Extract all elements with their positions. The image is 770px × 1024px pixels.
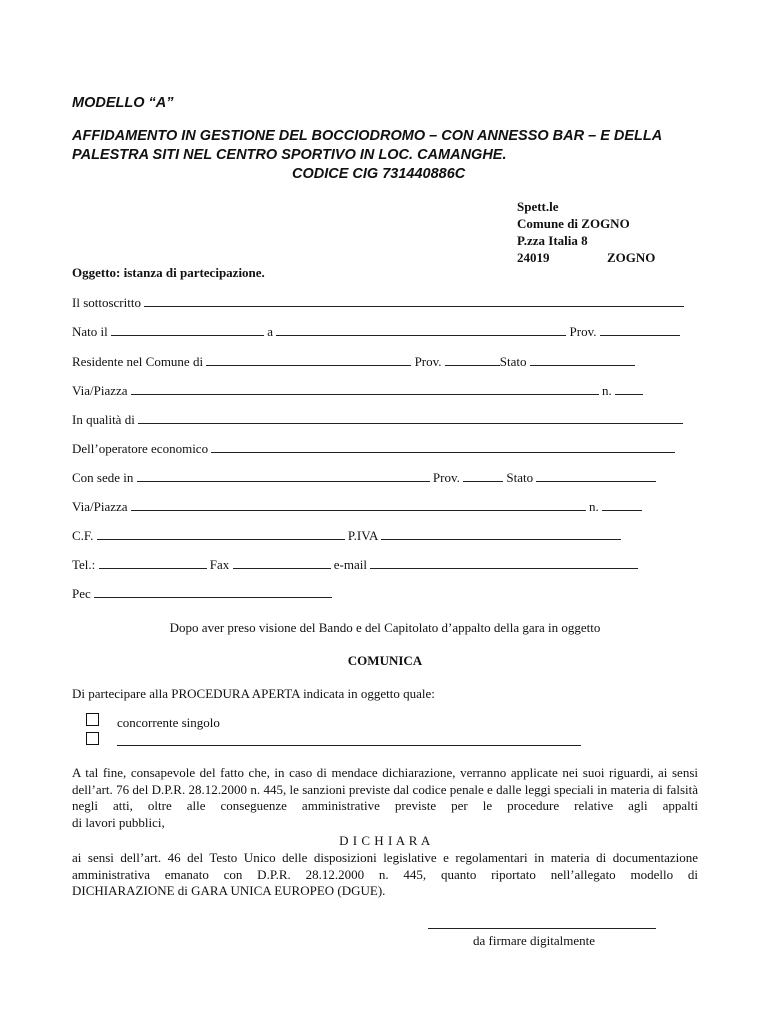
label-nato: Nato il [72, 324, 108, 339]
form-row-via-sede [72, 499, 642, 515]
label-via: Via/Piazza [72, 383, 128, 398]
input-office-prov[interactable] [463, 470, 503, 482]
label-n-sede: n. [589, 499, 599, 514]
subject-line: Oggetto: istanza di partecipazione. [72, 265, 265, 280]
recipient-cap: 24019 [517, 250, 550, 265]
input-birth-prov[interactable] [600, 324, 680, 336]
dichiara-text: ai sensi dell’art. 46 del Testo Unico delle disposizioni legislative e regolamentari in materia di documentazione amministrativa emanato con D.P.R. 28.12.2000 n. 445, quanto riportato nell’allegato modello di [72, 850, 698, 882]
form-row-via [72, 383, 643, 399]
input-pec[interactable] [94, 586, 332, 598]
form-row-pec [72, 586, 332, 602]
option-other-line[interactable] [117, 734, 581, 750]
recipient-address: P.zza Italia 8 [517, 233, 588, 248]
comunica-heading: COMUNICA [347, 653, 423, 668]
declaration-text-end: di lavori pubblici, [72, 814, 165, 830]
input-tel[interactable] [99, 557, 207, 569]
declaration-text: A tal fine, consapevole del fatto che, in caso di mendace dichiarazione, verranno applicate nei suoi riguardi, ai sensi dell’art. 76 del D.P.R. 28.12.2000 n. 445, le sanzioni previste dal codice penale e dalle leggi speciali in materia di falsità negli atti, oltre alle conseguenze amministrative previste per le procedure relative agli appalti [72, 765, 698, 813]
title-line-2: PALESTRA SITI NEL CENTRO SPORTIVO IN LOC. CAMANGHE. [72, 147, 507, 163]
input-office-city[interactable] [137, 470, 430, 482]
participate-text: Di partecipare alla PROCEDURA APERTA indicata in oggetto quale: [72, 686, 435, 701]
checkbox-other[interactable] [86, 732, 99, 745]
input-street-number[interactable] [615, 383, 643, 395]
checkbox-single[interactable] [86, 713, 99, 726]
label-via-sede: Via/Piazza [72, 499, 128, 514]
input-cf[interactable] [97, 528, 345, 540]
label-prov-sede: Prov. [432, 470, 460, 485]
input-residence-city[interactable] [206, 354, 411, 366]
label-prov-birth: Prov. [569, 324, 597, 339]
label-fax: Fax [209, 557, 230, 572]
label-stato-res: Stato [499, 354, 527, 369]
declaration-paragraph [72, 765, 698, 831]
label-residente: Residente nel Comune di [72, 354, 204, 369]
form-row-sottoscritto [72, 295, 684, 311]
input-other-option[interactable] [117, 734, 581, 746]
input-signature[interactable] [428, 917, 656, 929]
recipient-city: ZOGNO [607, 250, 656, 265]
model-label: MODELLO “A” [72, 95, 174, 111]
form-row-operatore [72, 441, 675, 457]
label-prov-res: Prov. [414, 354, 442, 369]
label-n: n. [602, 383, 612, 398]
title-line-1: AFFIDAMENTO IN GESTIONE DEL BOCCIODROMO – CON ANNESSO BAR – E DELLA [72, 128, 663, 144]
input-piva[interactable] [381, 528, 621, 540]
input-operator[interactable] [211, 441, 675, 453]
form-row-qualita [72, 412, 683, 428]
input-street[interactable] [131, 383, 599, 395]
input-email[interactable] [370, 557, 638, 569]
input-sottoscritto[interactable] [144, 295, 684, 307]
form-row-residente [72, 354, 635, 370]
form-row-cf [72, 528, 621, 544]
label-email: e-mail [333, 557, 367, 572]
dichiara-text-end: DICHIARAZIONE di GARA UNICA EUROPEO (DGUE). [72, 883, 386, 898]
recipient-greeting: Spett.le [517, 199, 559, 214]
label-stato-sede: Stato [506, 470, 534, 485]
input-birth-place[interactable] [276, 324, 566, 336]
signature-caption: da firmare digitalmente [473, 933, 596, 948]
input-birth-date[interactable] [111, 324, 264, 336]
label-sede: Con sede in [72, 470, 134, 485]
input-residence-prov[interactable] [445, 354, 500, 366]
form-row-nato [72, 324, 680, 340]
dichiara-heading: D I C H I A R A [339, 833, 431, 848]
recipient-name: Comune di ZOGNO [517, 216, 630, 231]
label-tel: Tel.: [72, 557, 96, 572]
input-role[interactable] [138, 412, 683, 424]
label-sottoscritto: Il sottoscritto [72, 295, 141, 310]
label-operatore: Dell’operatore economico [72, 441, 209, 456]
label-cf: C.F. [72, 528, 94, 543]
input-fax[interactable] [233, 557, 331, 569]
input-residence-state[interactable] [530, 354, 635, 366]
form-row-sede [72, 470, 656, 486]
input-office-street[interactable] [131, 499, 586, 511]
label-pec: Pec [72, 586, 91, 601]
cig-code: CODICE CIG 731440886C [292, 166, 466, 182]
input-office-state[interactable] [536, 470, 656, 482]
dichiara-paragraph [72, 850, 698, 900]
form-row-contacts [72, 557, 638, 573]
input-office-number[interactable] [602, 499, 642, 511]
intro-text: Dopo aver preso visione del Bando e del Capitolato d’appalto della gara in oggetto [169, 620, 601, 635]
option-single-label: concorrente singolo [117, 715, 220, 730]
label-qualita: In qualità di [72, 412, 135, 427]
label-piva: P.IVA [347, 528, 378, 543]
label-a: a [267, 324, 274, 339]
signature-line[interactable] [428, 917, 656, 933]
